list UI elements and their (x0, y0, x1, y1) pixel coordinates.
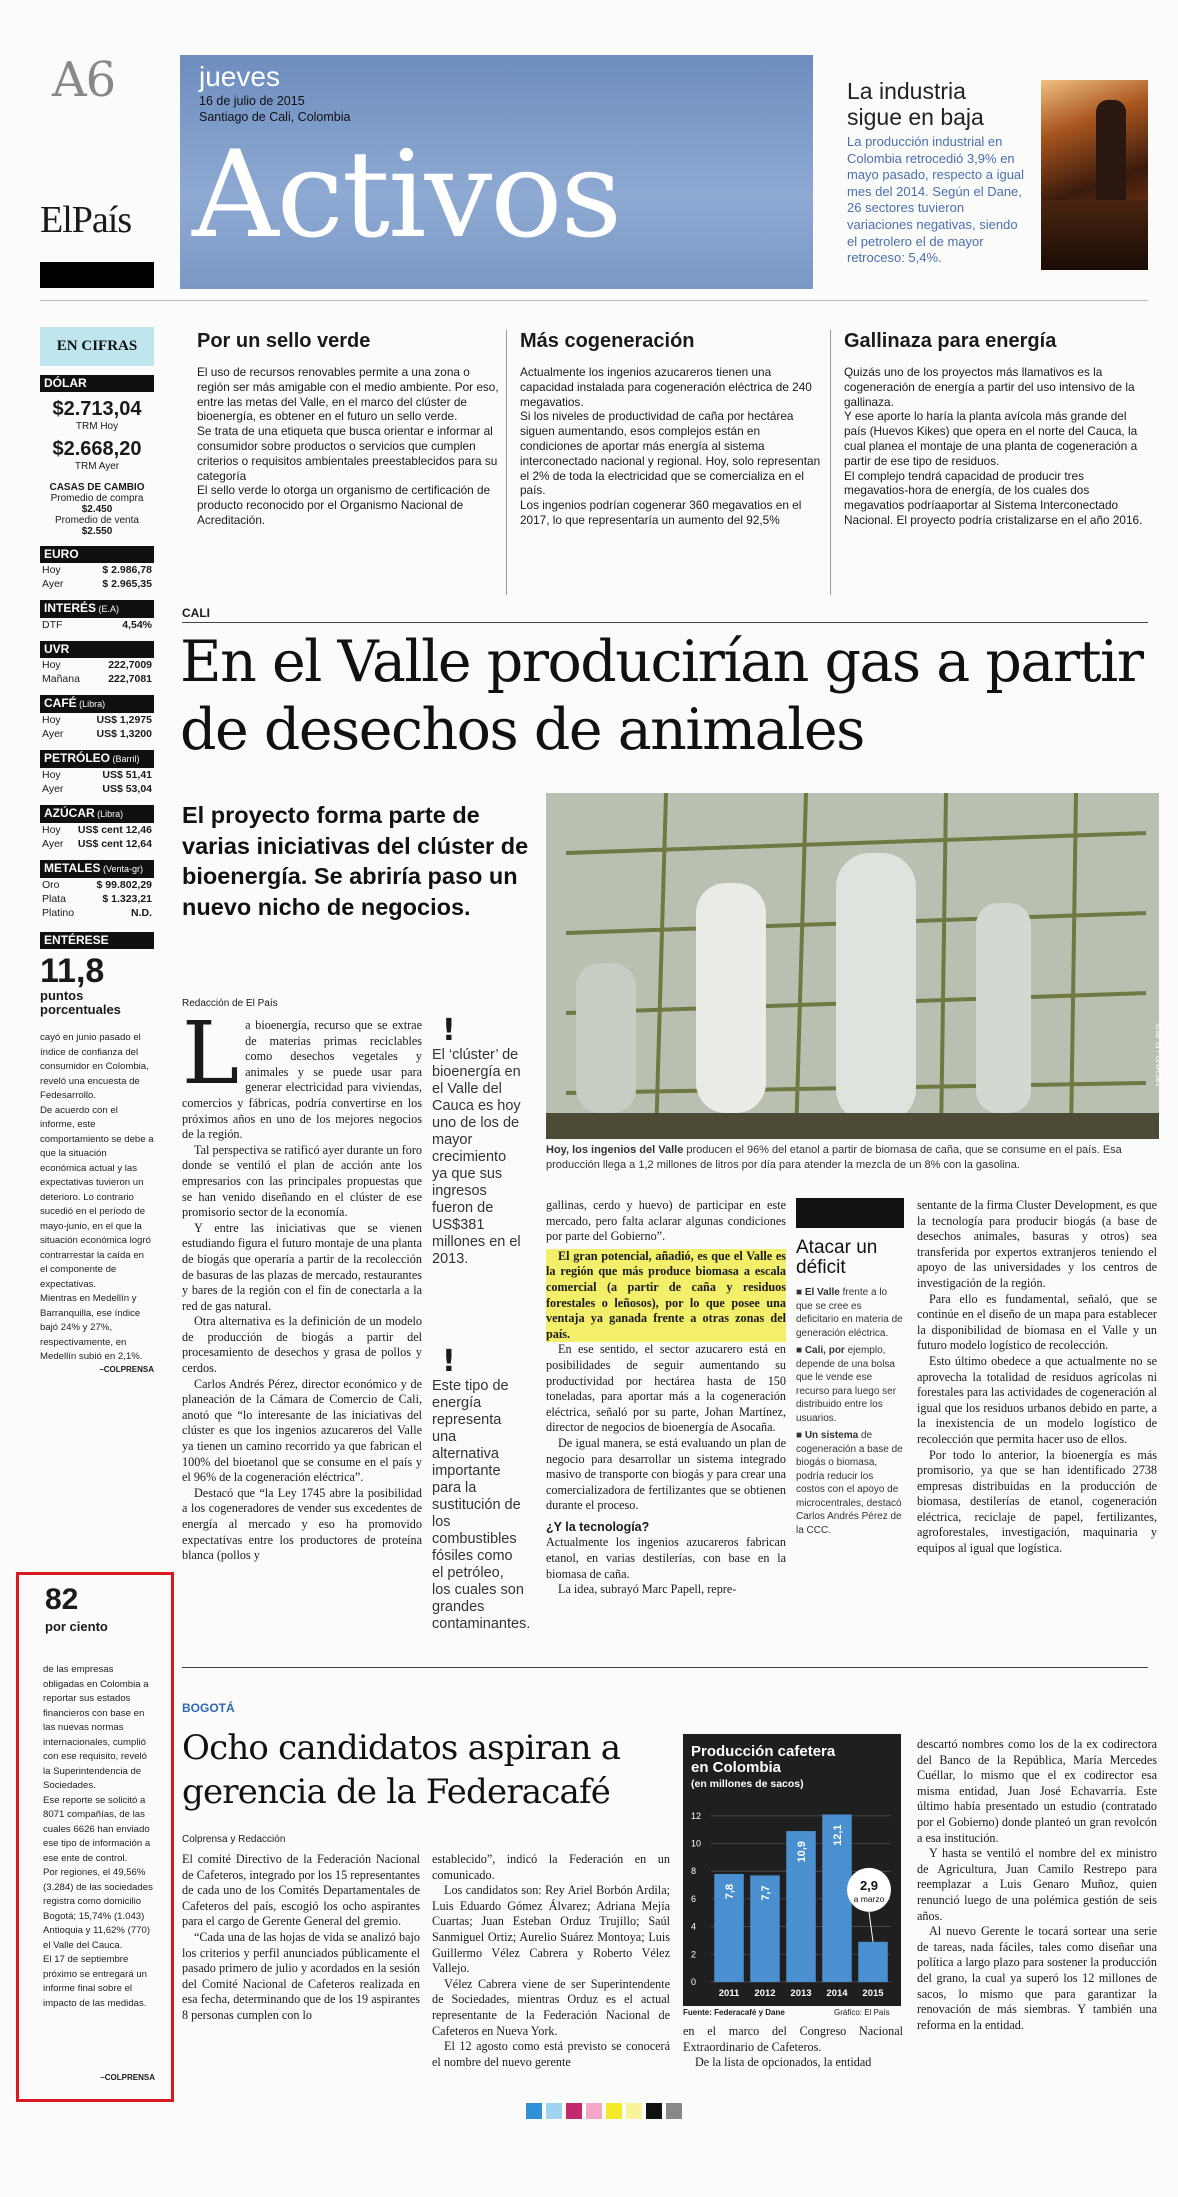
photo-credit: ARCHIVO / EL PAÍS (1155, 1023, 1163, 1088)
chart-source: Fuente: Federacafé y Dane (683, 2008, 785, 2017)
lead-col-3 (546, 1198, 786, 1648)
market-row-label: Ayer (42, 838, 64, 850)
market-row-label: Plata (42, 893, 66, 905)
market-row (40, 577, 154, 591)
chart-annotation-text: a marzo (853, 1893, 885, 1904)
percent-number: 82 (45, 1583, 79, 1616)
market-row (40, 672, 154, 686)
second-col-2 (432, 1852, 670, 2082)
masthead-day: jueves (199, 61, 280, 92)
lead-col-5 (917, 1198, 1157, 1648)
chart-bar-label: 12,1 (832, 1824, 844, 1846)
lead-p4: Otra alternativa es la definición de un modelo de producción de biogás a partir del procesamiento de desechos y grasa de pollos y cerdos. (182, 1314, 422, 1376)
market-row-value: $ 2.986,78 (102, 564, 152, 576)
market-head-unit: (Venta-gr) (100, 864, 143, 874)
section-title: Activos (192, 126, 621, 265)
market-row (40, 727, 154, 741)
market-row-value: 222,7009 (108, 659, 152, 671)
market-row-label: Hoy (42, 714, 61, 726)
chart-bar-label: 7,7 (760, 1885, 772, 1901)
dolar-ayer-label: TRM Ayer (74, 461, 120, 472)
caption-text: producen el 96% del etanol a partir de biomasa de caña, que se consume en el país. Esa producción llega a 1,2 millones de litros por día para atender la mezcla de un 8% con la gasolina. (546, 1144, 1122, 1171)
chart-x-tick: 2014 (826, 1988, 848, 1999)
brief-3-body: Quizás uno de los proyectos más llamativos es la cogeneración de energía a partir del uso intensivo de la gallinaza. Y ese aporte lo haría la planta avícola más grande del país (Huevos Kikes) que opera en el norte del Cauca, la cual planea el montaje de una planta de cogeneración a partir de ese tipo de residuos. El complejo tendrá capacidad de producir tres megavatios-hora de energía, de los cuales dos megavatios podríaaportar al Sistema Interconectado Nacional. El proyecto podría cristalizarse en el año 2016. (844, 365, 1143, 527)
second-p4: Los candidatos son: Rey Ariel Borbón Ardila; Luis Eduardo Gómez Álvarez; Adriana Mejía Cuartas; Juan Esteban Orduz Trujillo; Saúl Sanmiguel Ortiz; Aurelio Suárez Montoya; Luis Guillermo Vélez Cabrera y Roberto Vélez Vallejo. (432, 1883, 670, 1976)
factory-illustration (546, 793, 1159, 1139)
col5-p3: Esto último obedece a que actualmente no se aprovecha la totalidad de residuos agrícolas ni forestales para las actividades de cogeneración al igual que los residuos urbanos debido en parte, a la inexistencia de un modelo logístico de recolección que permita hacer uso de ellos. (917, 1353, 1157, 1446)
second-byline: Colprensa y Redacción (182, 1834, 286, 1845)
deficit-list (796, 1286, 904, 1537)
lead-deck: El proyecto forma parte de varias iniciativas del clúster de bioenergía. Se abriría paso un nuevo nicho de negocios. (182, 802, 529, 920)
col3-intro: gallinas, cerdo y huevo) de participar en este mercado, pero falta aclarar algunas condiciones por parte del Gobierno”. (546, 1198, 786, 1244)
dolar-hoy-label: TRM Hoy (75, 421, 119, 432)
lead-headline: En el Valle producirían gas a partir de desechos de animales (180, 629, 1143, 763)
lead-p1: a bioenergía, recurso que se extrae de materias primas reciclables como desechos vegetales y animales y se puede usar para generar electricidad para viviendas, comercios y fábricas, podría convertirse en los próximos años en uno de los mejores negocios de la región. (182, 1018, 422, 1142)
market-head (40, 805, 154, 823)
market-row-label: Hoy (42, 769, 61, 781)
brief-divider-2 (830, 330, 831, 595)
chart-y-tick: 12 (691, 1810, 702, 1821)
market-row-label: Ayer (42, 728, 64, 740)
second-p1: El comité Directivo de la Federación Nacional de Cafeteros, integrado por los 15 representantes de cada uno de los Comités Departamentales de Cafeteros del país, escogió los ocho aspirantes para el cargo de Gerente General del gremio. (182, 1852, 420, 1929)
deficit-item (796, 1344, 904, 1425)
col3-p4: La idea, subrayó Marc Papell, repre- (558, 1582, 737, 1597)
dolar-ayer-value: $2.668,20 (52, 438, 142, 460)
story-divider (182, 1667, 1148, 1668)
market-row (40, 563, 154, 577)
color-swatch (546, 2103, 562, 2119)
teaser-title: La industria sigue en baja (847, 78, 984, 130)
exclaim-icon: ! (442, 1013, 456, 1048)
chart-x-tick: 2012 (754, 1988, 776, 1999)
second-p7: en el marco del Congreso Nacional Extraordinario de Cafeteros. (683, 2024, 903, 2054)
market-head (40, 860, 154, 878)
market-row-value: N.D. (131, 907, 152, 919)
quote-1 (432, 1015, 524, 1275)
second-p2: “Cada una de las hojas de vida se analizó bajo los criterios y perfil anunciados públicamente el pasado primero de julio y acordados en la sesión del Comité Nacional de Cafeteros realizada en esa fecha, determinando que de los 19 aspirantes 8 personas cumplen con lo (182, 1929, 420, 2022)
color-swatch (646, 2103, 662, 2119)
chart-y-tick: 0 (691, 1977, 697, 1987)
market-row (40, 658, 154, 672)
market-row-value: $ 99.802,29 (96, 879, 152, 891)
market-head (40, 546, 154, 563)
color-swatch (586, 2103, 602, 2119)
sidebar-title: EN CIFRAS (40, 327, 154, 366)
chart-subtitle: (en millones de sacos) (691, 1778, 804, 1790)
percent-unit: por ciento (45, 1619, 108, 1634)
lead-kicker-rule (182, 622, 1148, 623)
deficit-box (796, 1198, 904, 1648)
market-row-label: Oro (42, 879, 60, 891)
market-row-value: US$ 51,41 (102, 769, 152, 781)
color-swatch (566, 2103, 582, 2119)
market-head-unit: (Barril) (110, 754, 140, 764)
chart-x-tick: 2011 (718, 1988, 740, 1999)
market-row-value: US$ 1,3200 (96, 728, 152, 740)
caption-bold: Hoy, los ingenios del Valle (546, 1144, 684, 1156)
market-row (40, 618, 154, 632)
market-row (40, 837, 154, 851)
percent-box (16, 1572, 174, 2102)
lead-kicker: CALI (182, 606, 210, 620)
brand-logo: ElPaís (40, 199, 132, 241)
lead-p2: Tal perspectiva se ratificó ayer durante un foro donde se ventiló el plan de acción ante los empresarios con las principales propuestas que se han venido diseñando en el clúster de ese promisorio sector de la economía. (182, 1142, 422, 1220)
deficit-item-text: de cogeneración a base de biogás o biomasa, podría reducir los costos con el apoyo de microcentrales, destacó Carlos Andrés Pérez de la CCC. (796, 1430, 903, 1536)
market-row-value: $ 2.965,35 (102, 578, 152, 590)
col3-p3: Actualmente los ingenios azucareros fabrican etanol, en varias destilerías, con base en la biomasa de caña. (546, 1535, 786, 1581)
second-p5: Vélez Cabrera viene de ser Superintendente de Sociedades, mientras Orduz es el actual representante de la Federación Nacional de Cafeteros en Nueva York. (432, 1976, 670, 2038)
market-row-label: DTF (42, 619, 63, 631)
second-p3: establecido”, indicó la Federación en un comunicado. (432, 1852, 670, 1882)
casas-title: CASAS DE CAMBIO (49, 482, 145, 493)
dolar-head: DÓLAR (40, 375, 154, 392)
market-head-label: PETRÓLEO (44, 751, 111, 765)
brief-2 (520, 330, 822, 612)
chart-bar (858, 1942, 888, 1982)
color-swatch (666, 2103, 682, 2119)
teaser-photo (1041, 80, 1148, 270)
market-row (40, 892, 154, 906)
percent-credit: –COLPRENSA (100, 2073, 155, 2082)
color-swatch (626, 2103, 642, 2119)
market-head-unit: (E.A) (96, 604, 120, 614)
page-number: A6 (52, 52, 116, 108)
chart-bar-label: 10,9 (796, 1841, 808, 1863)
chart-y-tick: 6 (691, 1893, 697, 1904)
masthead-banner (180, 55, 813, 289)
col5-p2: Para ello es fundamental, señaló, que se continúe en el diseño de un mapa para establecer la disponibilidad de biomasa en el Valle y un futuro modelo logístico de recolección. (917, 1291, 1157, 1353)
market-row (40, 768, 154, 782)
casas-venta-label: Promedio de venta (55, 515, 139, 526)
market-row-value: 222,7081 (108, 673, 152, 685)
second-col-3 (683, 2024, 903, 2084)
col3-highlight: El gran potencial, añadió, es que el Valle es la región que más produce biomasa a escala comercial (a partir de caña y residuos forestales o leñosos), por lo que posee una ventaja ya ganada frente a otras zonas del país. (546, 1248, 786, 1341)
photo-caption (546, 1143, 1159, 1172)
masthead-date: 16 de julio de 2015 (199, 94, 305, 108)
market-row-label: Ayer (42, 578, 64, 590)
quote-1-text: El ‘clúster’ de bioenergía en el Valle del Cauca es hoy uno de los de mayor crecimiento ya que sus ingresos fueron de US$381 millones en el 2013. (432, 1047, 521, 1267)
brief-divider-1 (506, 330, 507, 595)
market-blocks (40, 546, 154, 920)
second-col-4 (917, 1737, 1157, 2082)
market-head-unit: (Libra) (94, 809, 124, 819)
col3-p2: De igual manera, se está evaluando un plan de negocio para desarrollar un sistema integrado masivo de transporte con biogás y para crear una comercializadora de fertilizantes que se obtienen durante el proceso. (546, 1435, 786, 1513)
market-row-value: US$ cent 12,46 (77, 824, 152, 836)
lead-p5: Carlos Andrés Pérez, director económico y de planeación de la Cámara de Comercio de Cali, anotó que “lo interesante de las iniciativas del clúster es que los ingenios azucareros del Valle ya tienen un camino recorrido ya que fabrican el 100% del bioetanol que se consume en el país y el 96% de la cogeneración eléctrica”. (182, 1376, 422, 1485)
second-p8: De la lista de opcionados, la entidad (695, 2055, 872, 2070)
deficit-item-text: ejemplo, depende de una bolsa que le vende ese recurso para luego ser distribuido entre los usuarios. (796, 1345, 897, 1424)
second-p11: Al nuevo Gerente le tocará sortear una serie de tareas, nada fáciles, tales como diseñar una política a largo plazo para sostener la producción del grano, la cual ya superó los 12 millones de sacos, lo mismo que para garantizar la renovación de más siembras. Y también una reforma en la entidad. (917, 1924, 1157, 2032)
second-kicker: BOGOTÁ (182, 1701, 235, 1715)
market-row (40, 713, 154, 727)
chart-x-tick: 2013 (790, 1988, 812, 1999)
market-row-label: Platino (42, 907, 75, 919)
market-row-value: US$ 1,2975 (96, 714, 152, 726)
market-row-label: Hoy (42, 564, 61, 576)
masthead-rule (40, 300, 1148, 301)
market-head-label: INTERÉS (44, 601, 97, 615)
deficit-title: Atacar un déficit (796, 1237, 878, 1278)
chart-y-tick: 8 (691, 1866, 697, 1877)
second-headline: Ocho candidatos aspiran a gerencia de la Federacafé (182, 1728, 621, 1812)
sidebar (40, 327, 154, 1567)
exclaim-icon: ! (442, 1344, 456, 1379)
dropcap: L (182, 1004, 240, 1104)
second-p9: descartó nombres como los de la ex codirectora del Banco de la República, María Mercedes Cuéllar, lo mismo que el ex codirector esa misma entidad, Juan José Echavarría. Este último había presentado un estudio (contratado por el Gobierno) donde planteó un gran revolcón a esa institución. (917, 1737, 1157, 1845)
deficit-item (796, 1429, 904, 1537)
coffee-chart (683, 1734, 901, 2006)
market-head (40, 695, 154, 713)
quote-2 (432, 1344, 531, 1646)
deficit-item-lead: ■ El Valle (796, 1287, 843, 1298)
lead-byline: Redacción de El País (182, 998, 278, 1009)
market-row-value: $ 1.323,21 (102, 893, 152, 905)
brief-1-body: El uso de recursos renovables permite a una zona o región ser más amigable con el medio ambiente. Por eso, entre las metas del Valle, en el marco del clúster de bioenergía, es obtener en el futuro un sello verde. Se trata de una etiqueta que busca orientar e informar al consumidor sobre productos o servicios que cumplen criterios o requisitos ambientales preestablecidos para su categoría El sello verde lo otorga un organismo de certificación de producto reconocido por el Organismo Nacional de Acreditación. (197, 365, 499, 527)
brief-3-title: Gallinaza para energía (844, 330, 1057, 352)
deficit-item-lead: ■ Cali, por (796, 1345, 848, 1356)
casas-compra-value: $2.450 (81, 504, 113, 515)
brief-3 (844, 330, 1148, 612)
enterese-head: ENTÉRESE (40, 932, 154, 949)
col5-p4: Por todo lo anterior, la bioenergía es más promisorio, ya que se han identificado 2738 empresas distribuidas en la producción de biomasa, destilerías de etanol, cogeneración eléctrica, reciclaje de papel, fertilizantes, agroforestales, investigación, maquinaria y equipos al igual que logística. (917, 1447, 1157, 1556)
masthead-place: Santiago de Cali, Colombia (199, 110, 351, 124)
market-head (40, 600, 154, 618)
market-row (40, 782, 154, 796)
lead-col-1 (182, 1004, 422, 1646)
second-col-1 (182, 1852, 420, 2082)
market-row-value: 4,54% (122, 619, 152, 631)
market-head-label: EURO (44, 547, 79, 561)
market-head-unit: (Libra) (76, 699, 106, 709)
enterese-body: cayó en junio pasado el índice de confianza del consumidor en Colombia, reveló una encuesta de Fedesarrollo. De acuerdo con el informe, este comportamiento se debe a que la situación económica actual y las expectativas tuvieron un deterioro. Lo contrario sucedió en el período de mayo-junio, en el que la situación económica logró contrarrestar la caída en el componente de expectativas. Mientras en Medellín y Barranquilla, ese índice bajó 24% y 27%, respectivamente, en Medellín subió en 2,1%. (40, 1032, 154, 1362)
brief-1-title: Por un sello verde (197, 330, 371, 352)
percent-body: de las empresas obligadas en Colombia a reportar sus estados financieros con base en las nuevas normas internacionales, cumplió con ese requisito, reveló la Superintendencia de Sociedades. Ese reporte se solicitó a 8071 compañías, de las cuales 6626 han enviado ese tipo de información a ese ente de control. Por regiones, el 49,56% (3.284) de las sociedades registra como domicilio Bogotá; 15,74% (1.043) Antioquia y 11,62% (770) el Valle del Cauca. El 17 de septiembre próximo se entregará un informe final sobre el impacto de las medidas. (43, 1664, 153, 2009)
enterese-credit: –COLPRENSA (99, 1364, 154, 1374)
dolar-hoy-value: $2.713,04 (52, 398, 142, 420)
quote-2-text: Este tipo de energía representa una alternativa importante para la sustitución de los combustibles fósiles como el petróleo, los cuales son grandes contaminantes. (432, 1378, 531, 1632)
color-swatch (526, 2103, 542, 2119)
chart-credit: Gráfico: El País (834, 2008, 890, 2017)
market-head-label: AZÚCAR (44, 806, 95, 820)
deficit-bar (796, 1198, 904, 1228)
brand-bar (40, 262, 154, 288)
brief-2-body: Actualmente los ingenios azucareros tienen una capacidad instalada para cogeneración eléctrica de 240 megavatios. Si los niveles de productividad de caña por hectárea siguen aumentando, esos complejos están en condiciones de aportar más energía al sistema interconectado nacional y regional. Hoy, solo representan el 2% de toda la electricidad que se comercializa en el país. Los ingenios podrían cogenerar 360 megavatios en el 2017, lo que representaría un aumento del 92,5% (520, 365, 821, 527)
lead-p6: Destacó que “la Ley 1745 abre la posibilidad a los cogeneradores de vender sus excedentes de energía al mercado y eso ha promovido expectativas entre los productores de proteína blanca (pollos y (182, 1485, 422, 1563)
lead-p3: Y entre las iniciativas que se vienen estudiando figura el futuro montaje de una planta de biogás que operaría a partir de la recolección de basuras de las plazas de mercado, restaurantes y bares de la región con el fin de conectarla a la red de gas natural. (182, 1220, 422, 1313)
second-p6: El 12 agosto como está previsto se conocerá el nombre del nuevo gerente (432, 2039, 670, 2069)
market-head-label: UVR (44, 642, 70, 656)
market-row (40, 878, 154, 892)
chart-y-tick: 2 (691, 1949, 697, 1960)
teaser-body: La producción industrial en Colombia retrocedió 3,9% en mayo pasado, respecto a igual mes del 2014. Según el Dane, 26 sectores tuvieron variaciones negativas, siendo el petrolero el de mayor retroceso: 5,4%. (847, 134, 1025, 266)
market-head-label: CAFÉ (44, 696, 77, 710)
chart-title: Producción cafetera en Colombia (691, 1743, 836, 1776)
market-row-label: Hoy (42, 824, 61, 836)
casas-venta-value: $2.550 (81, 526, 113, 537)
chart-bar-label: 7,8 (724, 1884, 736, 1900)
chart-svg (683, 1734, 901, 2006)
market-row-label: Hoy (42, 659, 61, 671)
second-p10: Y hasta se ventiló el nombre del ex ministro de Agricultura, Juan Camilo Restrepo para reemplazar a Luis Genaro Muñoz, quien renunció luego de una polémica gestión de seis años. (917, 1846, 1157, 1923)
market-row-value: US$ 53,04 (102, 783, 152, 795)
market-head (40, 641, 154, 658)
market-head-label: METALES (44, 861, 101, 875)
deficit-item-lead: ■ Un sistema (796, 1430, 861, 1441)
market-head (40, 750, 154, 768)
chart-x-tick: 2015 (862, 1988, 884, 1999)
casas-compra-label: Promedio de compra (50, 493, 144, 504)
market-row (40, 906, 154, 920)
deficit-item (796, 1286, 904, 1340)
enterese-unit: puntos porcentuales (40, 988, 121, 1017)
chart-annotation-value: 2,9 (859, 1877, 879, 1893)
chart-y-tick: 4 (691, 1921, 697, 1932)
col5-p1: sentante de la firma Cluster Development, es que la tecnología para producir biogás (a base de desechos animales, basuras y otros) sea transferida por expertos extranjeros teniendo el apoyo de las universidades y los centros de investigación de la región. (917, 1198, 1157, 1290)
market-row-label: Ayer (42, 783, 64, 795)
color-swatch (606, 2103, 622, 2119)
market-row-label: Mañana (42, 673, 80, 685)
col3-p1: En ese sentido, el sector azucarero está en posibilidades de seguir aumentando su productividad por hectárea hasta de 150 toneladas, para aportar más a la cogeneración eléctrica, señaló por su parte, Johan Martínez, director de negocios de bioenergía de Asocaña. (546, 1342, 786, 1435)
brief-1 (197, 330, 499, 612)
col3-subhead: ¿Y la tecnología? (546, 1519, 650, 1534)
chart-y-tick: 10 (691, 1838, 702, 1849)
deficit-item-text: frente a lo que se cree es deficitario en materia de generación eléctrica. (796, 1287, 903, 1339)
brief-2-title: Más cogeneración (520, 330, 695, 352)
market-row-value: US$ cent 12,64 (77, 838, 152, 850)
market-row (40, 823, 154, 837)
lead-photo (546, 793, 1163, 1139)
enterese-number: 11,8 (40, 952, 105, 990)
